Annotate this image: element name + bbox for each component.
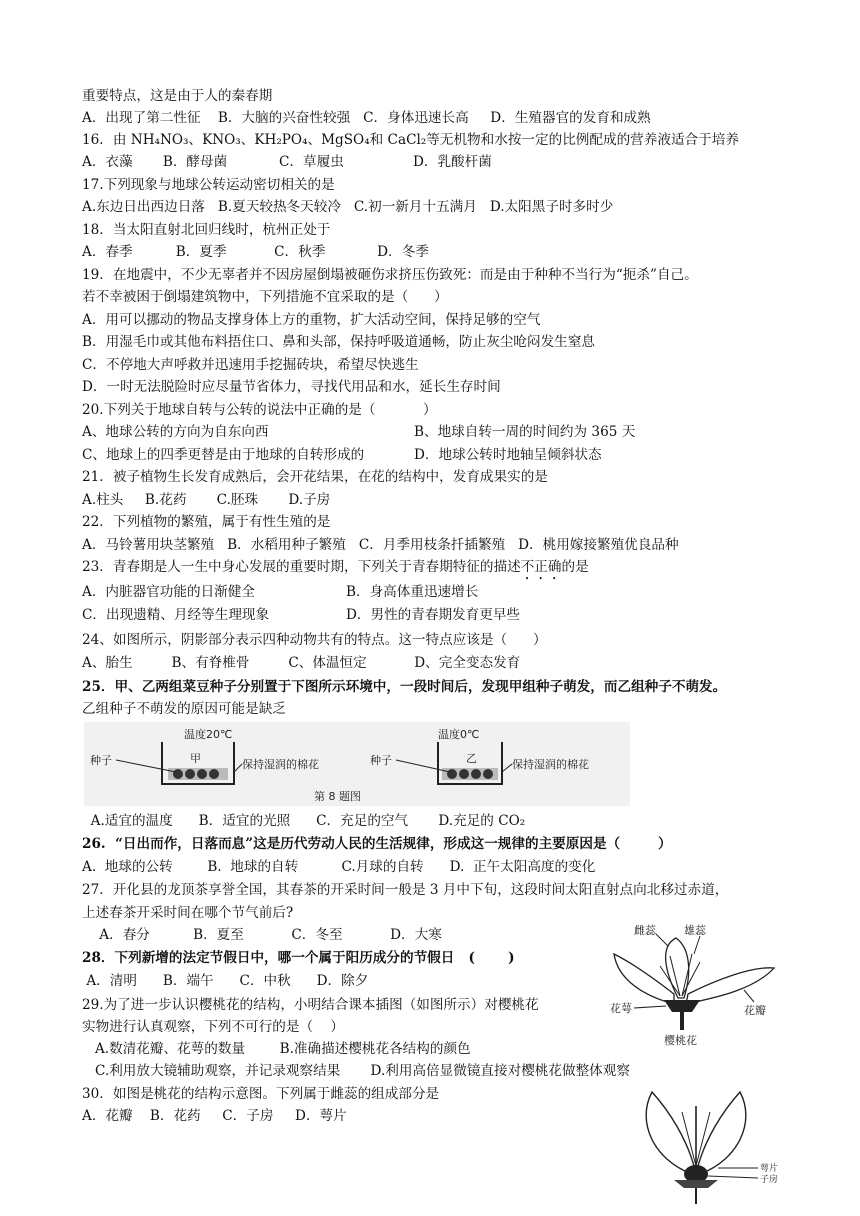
question-16: 16．由 NH₄NO₃、KNO₃、KH₂PO₄、MgSO₄和 CaCl₂等无机物和水按一定的比例配成的营养液适合于培养	[82, 132, 739, 148]
cotton-left-label: 保持湿润的棉花	[242, 758, 319, 771]
seed-7	[471, 769, 481, 779]
question-26: 26. “日出而作，日落而息”这是历代劳动人民的生活规律，形成这一规律的主要原因是（ ）	[82, 836, 672, 852]
group-left-label: 甲	[190, 752, 201, 765]
question-25: 25．甲、乙两组菜豆种子分别置于下图所示环境中，一段时间后，发现甲组种子萌发，而乙组种子不萌发。	[82, 679, 727, 695]
question-25-cont: 乙组种子不萌发的原因可能是缺乏	[82, 701, 286, 717]
options-q30: A．花瓣 B．花药 C．子房 D．萼片	[82, 1108, 347, 1124]
seed-1	[173, 769, 183, 779]
option-q19-a: A．用可以挪动的物品支撑身体上方的重物，扩大活动空间，保持足够的空气	[82, 312, 541, 328]
option-q20-c: C、地球上的四季更替是由于地球的自转形成的	[82, 447, 365, 463]
options-q16: A．衣藻 B．酵母菌 C．草履虫 D．乳酸杆菌	[82, 154, 492, 170]
ovary-label: 子房	[760, 1175, 779, 1185]
option-q23-a: A．内脏器官功能的日渐健全	[82, 584, 255, 600]
question-22: 22．下列植物的繁殖，属于有性生殖的是	[82, 514, 331, 530]
question-29-cont: 实物进行认真观察，下列不可行的是（ ）	[82, 1019, 344, 1035]
petal-shape	[686, 968, 774, 1004]
question-23-end: 的是	[561, 559, 589, 575]
temp-left-label: 温度20℃	[184, 728, 233, 741]
receptacle	[674, 1180, 718, 1188]
temp-right-label: 温度0℃	[438, 728, 480, 741]
options-q29-cd: C.利用放大镜辅助观察，并记录观察结果 D.利用高倍显微镜直接对樱桃花做整体观察	[82, 1063, 630, 1079]
text-line: 重要特点，这是由于人的秦春期	[82, 88, 273, 104]
question-24: 24、如图所示，阴影部分表示四种动物共有的特点。这一特点应该是（ ）	[82, 632, 547, 648]
options-q22: A．马铃薯用块茎繁殖 B．水稻用种子繁殖 C．月季用枝条扦插繁殖 D．桃用嫁接繁殖优良品种	[82, 537, 679, 553]
seed-5	[447, 769, 457, 779]
options-q21: A.柱头 B.花药 C.胚珠 D.子房	[82, 492, 331, 508]
options-q25: A.适宜的温度 B．适宜的光照 C．充足的空气 D.充足的 CO₂	[82, 813, 526, 829]
question-18: 18．当太阳直射北回归线时，杭州正处于	[82, 222, 331, 238]
petal-shape	[646, 1092, 694, 1174]
option-q20-d: D．地球公转时地轴呈倾斜状态	[414, 447, 602, 463]
petal-label: 花瓣	[744, 1004, 766, 1017]
question-17: 17.下列现象与地球公转运动密切相关的是	[82, 177, 335, 193]
seed-8	[483, 769, 493, 779]
seed-3	[197, 769, 207, 779]
pointer-line	[708, 1176, 758, 1178]
receptacle	[664, 1000, 700, 1012]
question-28: 28．下列新增的法定节假日中，哪一个属于阳历成分的节假日 ( )	[82, 950, 515, 966]
petal-shape	[698, 1092, 746, 1174]
seed-2	[185, 769, 195, 779]
question-23-text: 23．青春期是人一生中身心发展的重要时期，下列关于青春期特征的描述	[82, 559, 521, 575]
pointer-line	[694, 936, 700, 954]
sepal-label: 花萼	[610, 1002, 632, 1015]
group-right-label: 乙	[466, 752, 477, 765]
options-q15: A．出现了第二性征 B．大脑的兴奋性较强 C．身体迅速长高 D．生殖器官的发育和成熟	[82, 110, 651, 126]
options-q28: A．清明 B．端午 C．中秋 D．除夕	[82, 973, 369, 989]
question-21: 21．被子植物生长发育成熟后，会开花结果，在花的结构中，发育成果实的是	[82, 469, 548, 485]
option-q19-d: D．一时无法脱险时应尽量节省体力，寻找代用品和水，延长生存时间	[82, 379, 501, 395]
figure-caption: 第 8 题图	[314, 790, 361, 803]
seed-4	[209, 769, 219, 779]
option-q23-d: D．男性的青春期发育更早些	[346, 607, 521, 623]
option-q20-b: B、地球自转一周的时间约为 365 天	[414, 424, 636, 440]
option-q19-c: C．不停地大声呼救并迅速用手挖掘砖块，希望尽快逃生	[82, 357, 419, 373]
peach-flower-figure	[630, 1082, 790, 1206]
pistil-label: 雌蕊	[634, 924, 656, 937]
options-q18: A．春季 B．夏季 C．秋季 D．冬季	[82, 244, 429, 260]
seed-6	[459, 769, 469, 779]
sepal-label: 萼片	[760, 1164, 779, 1174]
seed-germination-figure	[84, 722, 630, 806]
petal-shape	[614, 954, 674, 1004]
question-20: 20.下列关于地球自转与公转的说法中正确的是（ ）	[82, 402, 437, 418]
question-29: 29.为了进一步认识樱桃花的结构，小明结合课本插图（如图所示）对樱桃花	[82, 997, 539, 1013]
option-q20-a: A、地球公转的方向为自东向西	[82, 424, 269, 440]
question-30: 30．如图是桃花的结构示意图。下列属于雌蕊的组成部分是	[82, 1086, 440, 1102]
cotton-right-label: 保持湿润的棉花	[512, 758, 589, 771]
options-q27: A．春分 B．夏至 C．冬至 D．大寒	[82, 927, 442, 943]
seed-right-label: 种子	[370, 754, 392, 767]
question-19: 19．在地震中，不少无辜者并不因房屋倒塌被砸伤求挤压伤致死：而是由于种种不当行为“扼杀”自己。	[82, 267, 698, 283]
options-q29-ab: A.数清花瓣、花萼的数量 B.准确描述樱桃花各结构的颜色	[82, 1041, 471, 1057]
cherry-flower-figure	[604, 920, 780, 1048]
options-q24: A、胎生 B、有脊椎骨 C、体温恒定 D、完全变态发育	[82, 655, 521, 671]
option-q23-b: B．身高体重迅速增长	[346, 584, 479, 600]
question-23	[82, 557, 589, 583]
emphasis-not-correct: 不正确	[520, 559, 562, 575]
option-q19-b: B．用湿毛巾或其他布料捂住口、鼻和头部，保持呼吸道通畅，防止灰尘呛闷发生窒息	[82, 334, 595, 350]
stamen-label: 雄蕊	[684, 924, 706, 937]
pointer-line	[744, 990, 754, 1002]
options-q17: A.东边日出西边日落 B.夏天较热冬天较冷 C.初一新月十五满月 D.太阳黑子时多时少	[82, 199, 614, 215]
question-27-cont: 上述春茶开采时间在哪个节气前后?	[82, 905, 294, 921]
pointer-line	[634, 1006, 666, 1008]
option-q23-c: C．出现遗精、月经等生理现象	[82, 607, 270, 623]
seed-left-label: 种子	[90, 754, 112, 767]
options-q26: A. 地球的公转 B. 地球的自转 C.月球的自转 D. 正午太阳高度的变化	[82, 859, 596, 875]
question-19-cont: 若不幸被困于倒塌建筑物中，下列措施不宜采取的是（ ）	[82, 289, 448, 305]
question-27: 27．开化县的龙顶茶享誉全国，其春茶的开采时间一般是 3 月中下旬，这段时间太阳直射点向北移过赤道，	[82, 882, 729, 898]
cherry-flower-label: 樱桃花	[664, 1034, 697, 1047]
